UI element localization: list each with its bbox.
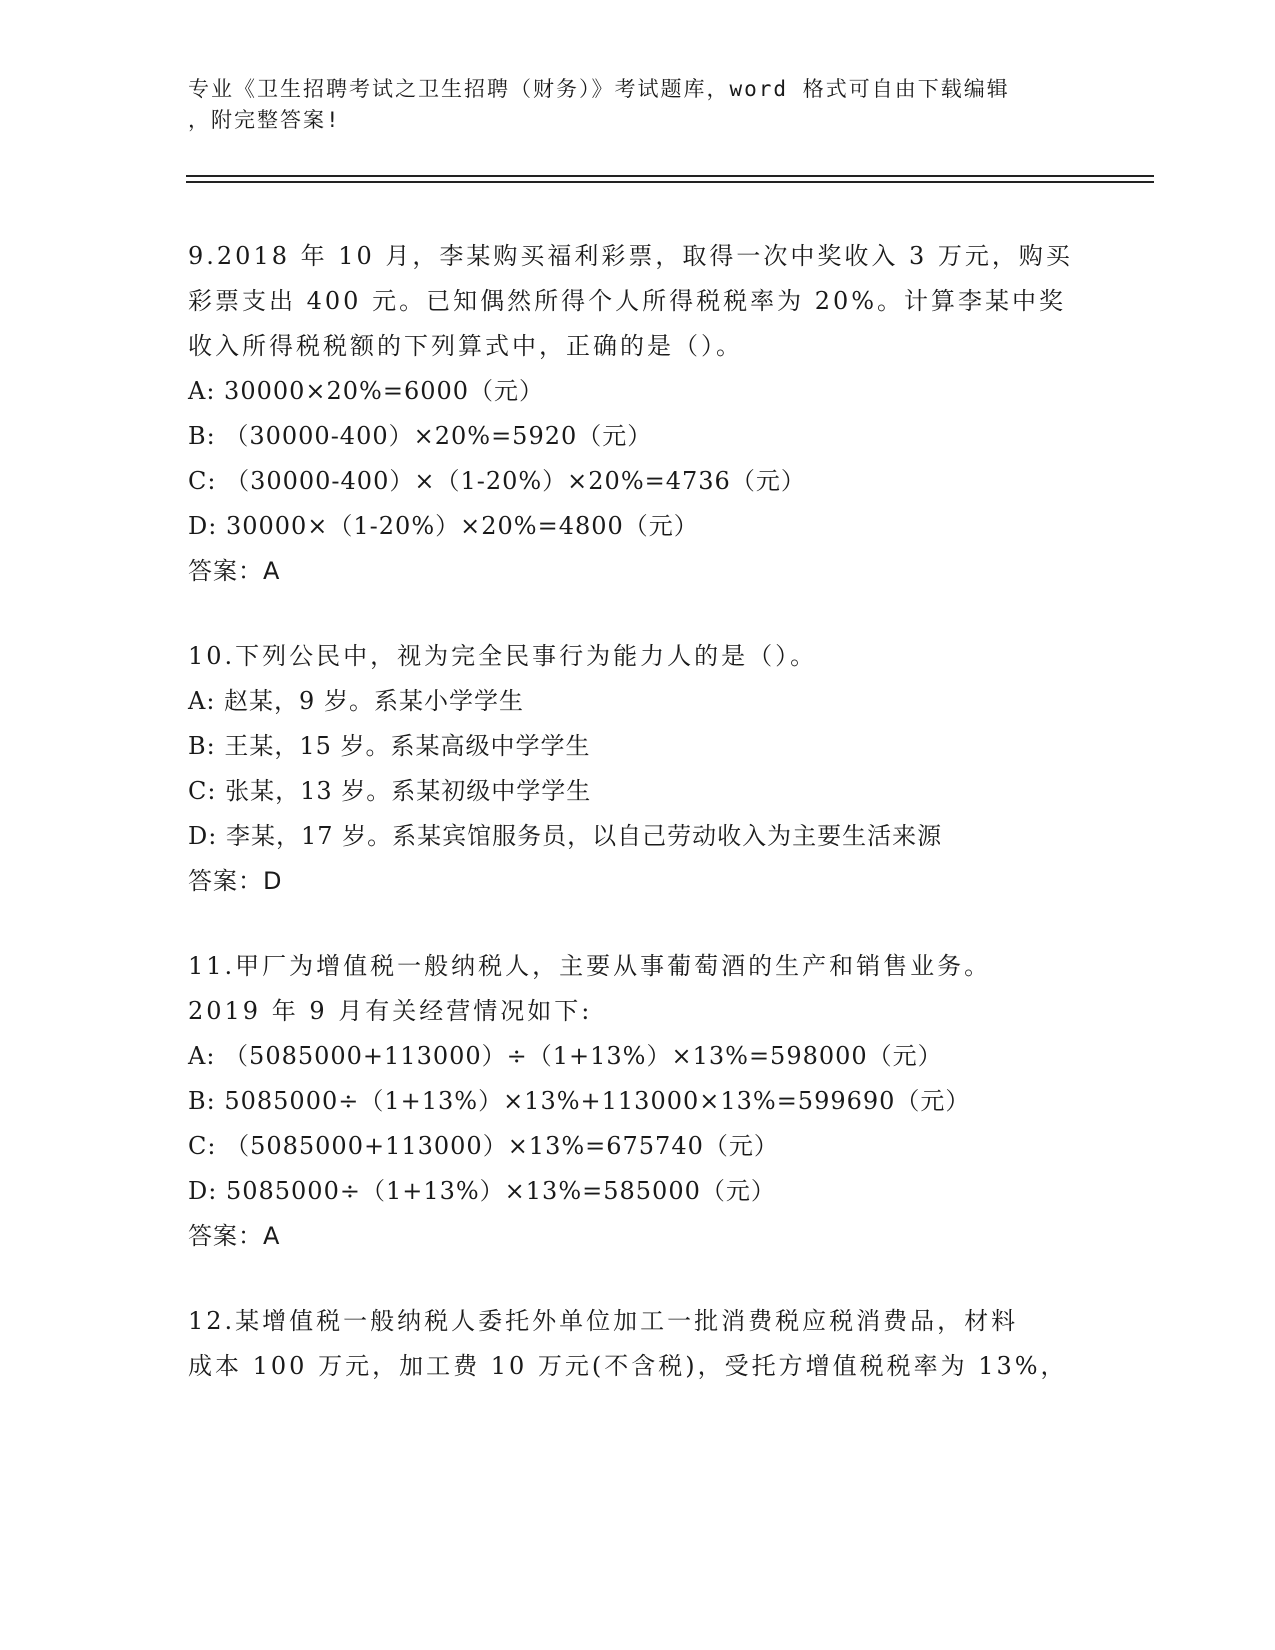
question-text: 彩票支出 400 元。已知偶然所得个人所得税税率为 20%。计算李某中奖 — [188, 287, 1067, 315]
option-c: C: （5085000+113000）×13%=675740（元） — [188, 1132, 779, 1160]
header-line-2: ，附完整答案! — [188, 108, 341, 132]
answer: 答案：A — [188, 1222, 281, 1250]
document-header — [188, 74, 1088, 136]
header-line-1: 专业《卫生招聘考试之卫生招聘（财务）》考试题库，word 格式可自由下载编辑 — [188, 77, 1010, 101]
question-9 — [188, 234, 1088, 594]
option-c: C: （30000-400）×（1-20%）×20%=4736（元） — [188, 467, 806, 495]
option-d: D: 李某，17 岁。系某宾馆服务员，以自己劳动收入为主要生活来源 — [188, 822, 943, 850]
option-c: C: 张某，13 岁。系某初级中学学生 — [188, 777, 592, 805]
option-d: D: 30000×（1-20%）×20%=4800（元） — [188, 512, 699, 540]
option-d: D: 5085000÷（1+13%）×13%=585000（元） — [188, 1177, 776, 1205]
option-b: B: 王某，15 岁。系某高级中学学生 — [188, 732, 591, 760]
answer: 答案：A — [188, 557, 281, 585]
question-text: 10.下列公民中，视为完全民事行为能力人的是（）。 — [188, 642, 818, 670]
question-text: 收入所得税税额的下列算式中，正确的是（）。 — [188, 332, 743, 360]
question-text: 成本 100 万元，加工费 10 万元(不含税)，受托方增值税税率为 13%， — [188, 1352, 1068, 1380]
question-list — [188, 234, 1088, 1429]
header-divider-top — [186, 175, 1154, 177]
question-text: 11.甲厂为增值税一般纳税人，主要从事葡萄酒的生产和销售业务。 — [188, 952, 992, 980]
option-b: B: （30000-400）×20%=5920（元） — [188, 422, 653, 450]
option-b: B: 5085000÷（1+13%）×13%+113000×13%=599690（元） — [188, 1087, 971, 1115]
option-a: A: 30000×20%=6000（元） — [188, 377, 545, 405]
option-a: A: （5085000+113000）÷（1+13%）×13%=598000（元） — [188, 1042, 943, 1070]
question-text: 12.某增值税一般纳税人委托外单位加工一批消费税应税消费品，材料 — [188, 1307, 1019, 1335]
header-divider-bottom — [186, 181, 1154, 183]
question-text: 2019 年 9 月有关经营情况如下: — [188, 997, 593, 1025]
question-12 — [188, 1299, 1088, 1389]
option-a: A: 赵某，9 岁。系某小学学生 — [188, 687, 524, 715]
question-11 — [188, 944, 1088, 1259]
answer: 答案：D — [188, 867, 283, 895]
question-text: 9.2018 年 10 月，李某购买福利彩票，取得一次中奖收入 3 万元，购买 — [188, 242, 1073, 270]
question-10 — [188, 634, 1088, 904]
